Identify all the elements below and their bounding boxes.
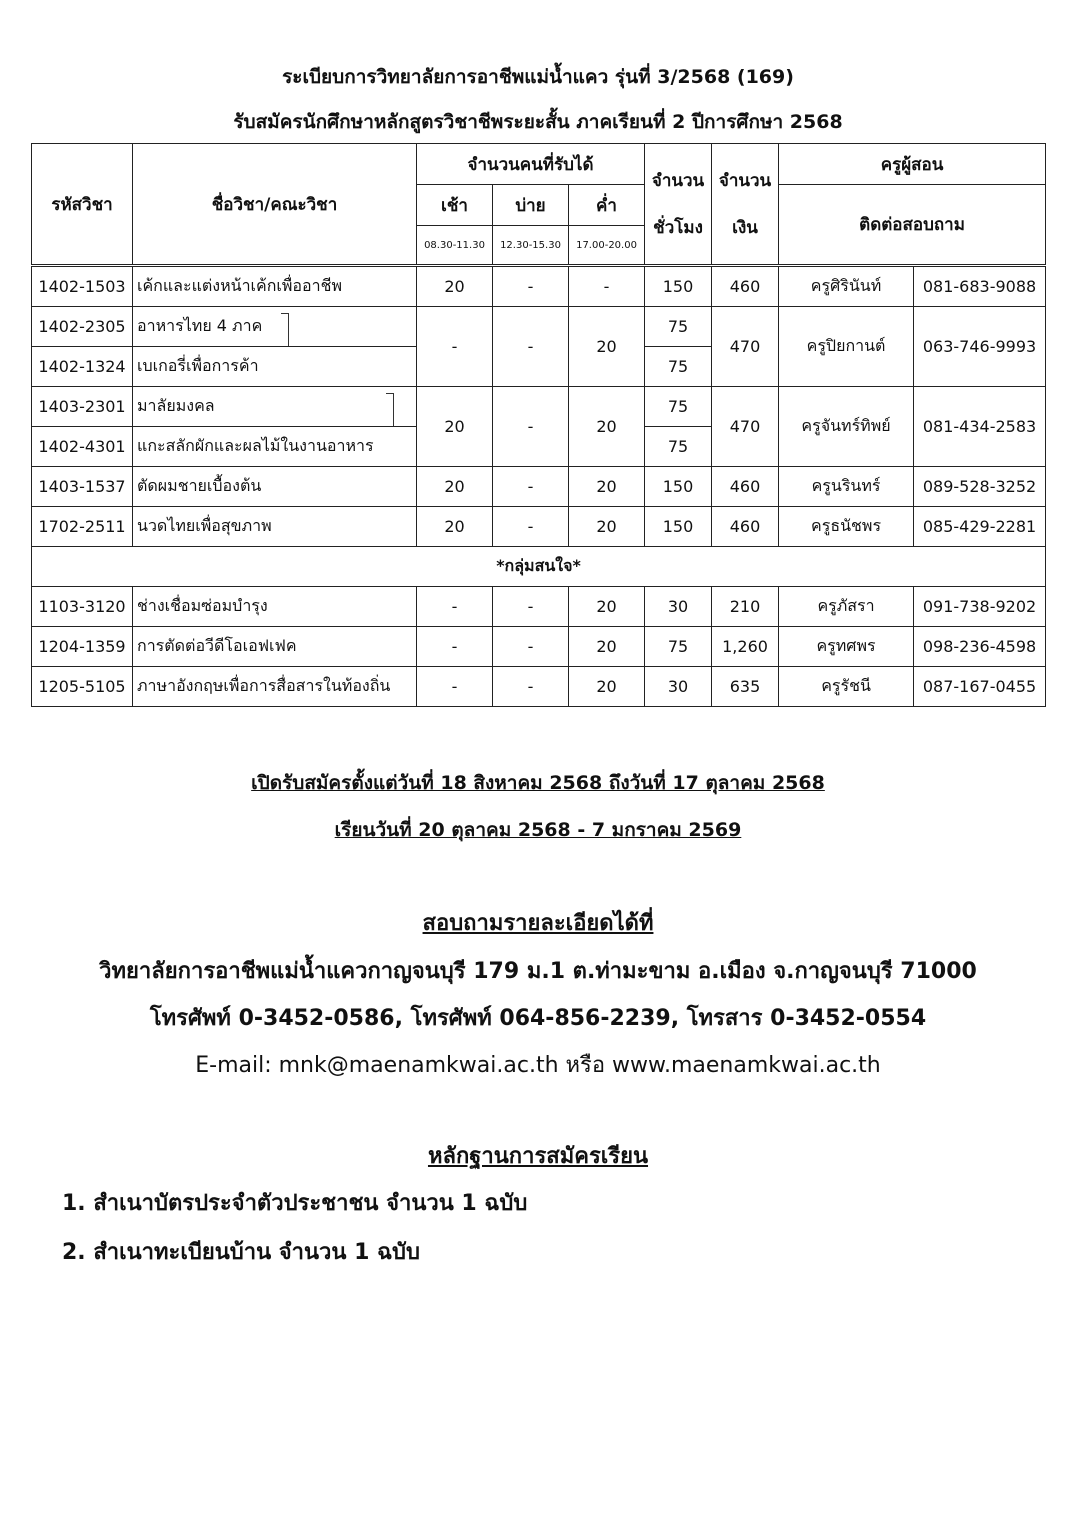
header-fee (712, 144, 779, 266)
header-afternoon-time: 12.30-15.30 (493, 226, 569, 266)
course-code: 1204-1359 (32, 627, 133, 667)
course-name: ตัดผมชายเบื้องต้น (133, 467, 417, 507)
course-name: เค้กและแต่งหน้าเค้กเพื่ออาชีพ (133, 266, 417, 307)
table-row (32, 627, 1046, 667)
teacher: ครูปิยกานต์ (779, 307, 914, 387)
header-afternoon: บ่าย (493, 185, 569, 226)
hours: 150 (645, 266, 712, 307)
morning-count: 20 (417, 387, 493, 467)
hours: 150 (645, 507, 712, 547)
fee: 635 (712, 667, 779, 707)
header-morning: เช้า (417, 185, 493, 226)
hours: 75 (645, 427, 712, 467)
hours: 75 (645, 627, 712, 667)
page-title: ระเบียบการวิทยาลัยการอาชีพแม่น้ำแคว รุ่นที่ 3/2568 (169) (282, 66, 794, 88)
fee: 460 (712, 467, 779, 507)
header-fee-bottom: เงิน (732, 218, 758, 238)
registration-period: เปิดรับสมัครตั้งแต่วันที่ 18 สิงหาคม 2568 ถึงวันที่ 17 ตุลาคม 2568 (251, 772, 825, 794)
header-hours (645, 144, 712, 266)
course-name (133, 387, 417, 427)
course-name: แกะสลักผักและผลไม้ในงานอาหาร (133, 427, 417, 467)
afternoon-count: - (493, 266, 569, 307)
header-teacher: ครูผู้สอน (779, 144, 1046, 185)
afternoon-count: - (493, 627, 569, 667)
afternoon-count: - (493, 387, 569, 467)
teacher: ครูธนัชพร (779, 507, 914, 547)
evening-count: 20 (569, 507, 645, 547)
course-name: เบเกอรี่เพื่อการค้า (133, 347, 417, 387)
course-code: 1402-2305 (32, 307, 133, 347)
course-code: 1403-2301 (32, 387, 133, 427)
fee: 470 (712, 307, 779, 387)
fee: 1,260 (712, 627, 779, 667)
phone: 087-167-0455 (914, 667, 1046, 707)
teacher: ครูศิรินันท์ (779, 266, 914, 307)
header-name: ชื่อวิชา/คณะวิชา (133, 144, 417, 266)
course-code: 1402-1503 (32, 266, 133, 307)
afternoon-count: - (493, 507, 569, 547)
header-fee-top: จำนวน (718, 171, 772, 191)
table-row (32, 266, 1046, 307)
evening-count: 20 (569, 387, 645, 467)
hours: 75 (645, 347, 712, 387)
morning-count: 20 (417, 467, 493, 507)
course-code: 1702-2511 (32, 507, 133, 547)
afternoon-count: - (493, 587, 569, 627)
course-name: ภาษาอังกฤษเพื่อการสื่อสารในท้องถิ่น (133, 667, 417, 707)
hours: 30 (645, 587, 712, 627)
evening-count: - (569, 266, 645, 307)
phone: 089-528-3252 (914, 467, 1046, 507)
evening-count: 20 (569, 307, 645, 387)
course-code: 1403-1537 (32, 467, 133, 507)
phone: 085-429-2281 (914, 507, 1046, 547)
table-row (32, 387, 1046, 427)
course-name-text: อาหารไทย 4 ภาค (137, 316, 263, 335)
morning-count: - (417, 627, 493, 667)
teacher: ครูรัชนี (779, 667, 914, 707)
header-capacity: จำนวนคนที่รับได้ (417, 144, 645, 185)
hours: 30 (645, 667, 712, 707)
phone: 063-746-9993 (914, 307, 1046, 387)
document-item: 1. สำเนาบัตรประจำตัวประชาชน จำนวน 1 ฉบับ (62, 1191, 528, 1216)
course-code: 1205-5105 (32, 667, 133, 707)
header-morning-time: 08.30-11.30 (417, 226, 493, 266)
course-code: 1103-3120 (32, 587, 133, 627)
documents-title: หลักฐานการสมัครเรียน (427, 1144, 649, 1169)
evening-count: 20 (569, 627, 645, 667)
inquiry-title: สอบถามรายละเอียดได้ที่ (422, 911, 654, 936)
study-period: เรียนวันที่ 20 ตุลาคม 2568 - 7 มกราคม 2569 (334, 819, 742, 841)
morning-count: - (417, 307, 493, 387)
afternoon-count: - (493, 307, 569, 387)
phone: 081-434-2583 (914, 387, 1046, 467)
fee: 210 (712, 587, 779, 627)
course-name: นวดไทยเพื่อสุขภาพ (133, 507, 417, 547)
course-code: 1402-1324 (32, 347, 133, 387)
table-row (32, 587, 1046, 627)
hours: 75 (645, 387, 712, 427)
morning-count: 20 (417, 266, 493, 307)
afternoon-count: - (493, 467, 569, 507)
fee: 460 (712, 507, 779, 547)
college-address: วิทยาลัยการอาชีพแม่น้ำแควกาญจนบุรี 179 ม.1 ต.ท่ามะขาม อ.เมือง จ.กาญจนบุรี 71000 (99, 959, 977, 984)
teacher: ครูภัสรา (779, 587, 914, 627)
course-name (133, 307, 417, 347)
teacher: ครูทศพร (779, 627, 914, 667)
teacher: ครูนรินทร์ (779, 467, 914, 507)
morning-count: - (417, 667, 493, 707)
course-name: การตัดต่อวีดีโอเอฟเฟค (133, 627, 417, 667)
morning-count: 20 (417, 507, 493, 547)
course-code: 1402-4301 (32, 427, 133, 467)
table-row (32, 507, 1046, 547)
header-contact: ติดต่อสอบถาม (779, 185, 1046, 266)
header-hours-top: จำนวน (651, 171, 705, 191)
header-hours-bottom: ชั่วโมง (653, 218, 703, 238)
course-table (31, 143, 1046, 707)
table-row (32, 307, 1046, 347)
phone: 098-236-4598 (914, 627, 1046, 667)
page-subtitle: รับสมัครนักศึกษาหลักสูตรวิชาชีพระยะสั้น ภาคเรียนที่ 2 ปีการศึกษา 2568 (233, 111, 843, 133)
header-evening: ค่ำ (569, 185, 645, 226)
evening-count: 20 (569, 467, 645, 507)
header-code: รหัสวิชา (32, 144, 133, 266)
evening-count: 20 (569, 667, 645, 707)
contact-phones: โทรศัพท์ 0-3452-0586, โทรศัพท์ 064-856-2239, โทรสาร 0-3452-0554 (149, 1006, 927, 1031)
phone: 081-683-9088 (914, 266, 1046, 307)
teacher: ครูจันทร์ทิพย์ (779, 387, 914, 467)
evening-count: 20 (569, 587, 645, 627)
hours: 75 (645, 307, 712, 347)
group-row (32, 547, 1046, 587)
afternoon-count: - (493, 667, 569, 707)
interest-group-label: *กลุ่มสนใจ* (32, 547, 1046, 587)
contact-email-website: E-mail: mnk@maenamkwai.ac.th หรือ www.maenamkwai.ac.th (195, 1053, 881, 1078)
fee: 470 (712, 387, 779, 467)
phone: 091-738-9202 (914, 587, 1046, 627)
table-row (32, 467, 1046, 507)
morning-count: - (417, 587, 493, 627)
course-name: ช่างเชื่อมซ่อมบำรุง (133, 587, 417, 627)
course-name-text: มาลัยมงคล (137, 396, 215, 415)
document-item: 2. สำเนาทะเบียนบ้าน จำนวน 1 ฉบับ (62, 1240, 420, 1265)
header-evening-time: 17.00-20.00 (569, 226, 645, 266)
hours: 150 (645, 467, 712, 507)
fee: 460 (712, 266, 779, 307)
table-row (32, 667, 1046, 707)
